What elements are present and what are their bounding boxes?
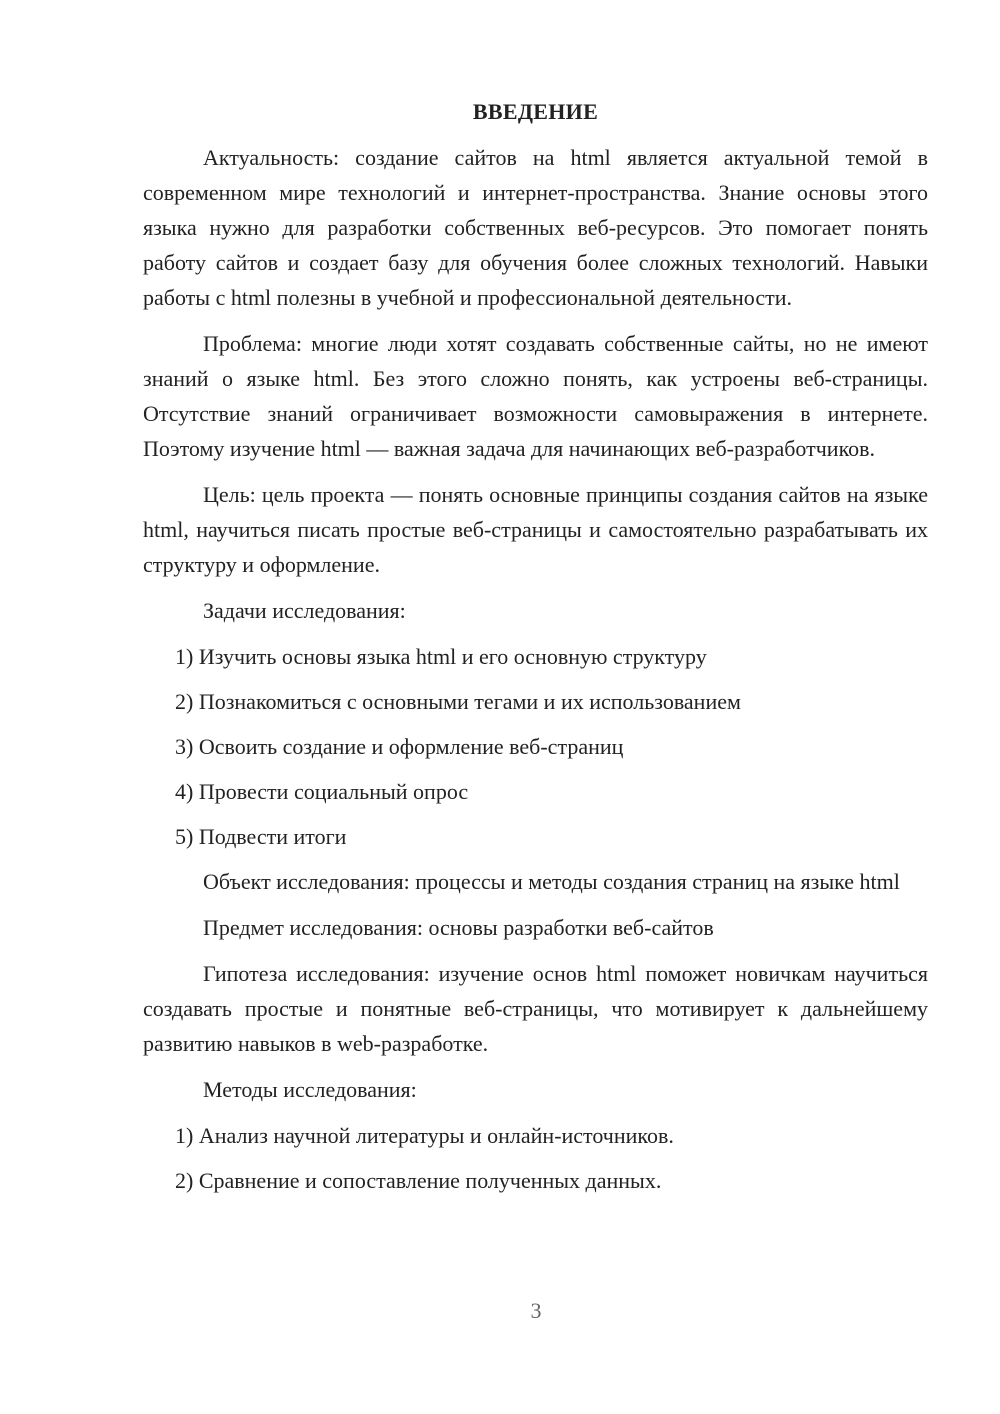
object-paragraph: Объект исследования: процессы и методы создания страниц на языке html [203, 869, 900, 894]
list-item: 2) Познакомиться с основными тегами и их использованием [175, 689, 741, 714]
relevance-paragraph: Актуальность: создание сайтов на html является актуальной темой в современном мире технологий и интернет-пространства. Знание основы этого языка нужно для разработки собственных веб-ресурсов. Это помогает понять работу сайтов и создает базу для обучения более сложных технологий. Навыки работы с html полезны в учебной и профессиональной деятельности. [143, 145, 928, 310]
list-item: 1) Анализ научной литературы и онлайн-источников. [175, 1123, 674, 1148]
section-heading: ВВЕДЕНИЕ [472, 99, 599, 124]
hypothesis-paragraph: Гипотеза исследования: изучение основ html поможет новичкам научиться создавать простые и понятные веб-страницы, что мотивирует к дальнейшему развитию навыков в web-разработке. [143, 961, 928, 1056]
document-page [143, 94, 928, 1208]
list-item: 3) Освоить создание и оформление веб-страниц [175, 734, 624, 759]
tasks-list [143, 639, 928, 854]
methods-heading: Методы исследования: [203, 1077, 417, 1102]
page-number: 3 [530, 1298, 542, 1323]
problem-paragraph: Проблема: многие люди хотят создавать собственные сайты, но не имеют знаний о языке html. Без этого сложно понять, как устроены веб-страницы. Отсутствие знаний ограничивает возможности самовыражения в интернете. Поэтому изучение html — важная задача для начинающих веб-разработчиков. [143, 331, 928, 461]
list-item: 5) Подвести итоги [175, 824, 347, 849]
tasks-heading: Задачи исследования: [203, 598, 406, 623]
subject-paragraph: Предмет исследования: основы разработки веб-сайтов [203, 915, 714, 940]
methods-list [143, 1118, 928, 1198]
list-item: 2) Сравнение и сопоставление полученных данных. [175, 1168, 662, 1193]
list-item: 4) Провести социальный опрос [175, 779, 469, 804]
goal-paragraph: Цель: цель проекта — понять основные принципы создания сайтов на языке html, научиться писать простые веб-страницы и самостоятельно разрабатывать их структуру и оформление. [143, 482, 928, 577]
list-item: 1) Изучить основы языка html и его основную структуру [175, 644, 707, 669]
